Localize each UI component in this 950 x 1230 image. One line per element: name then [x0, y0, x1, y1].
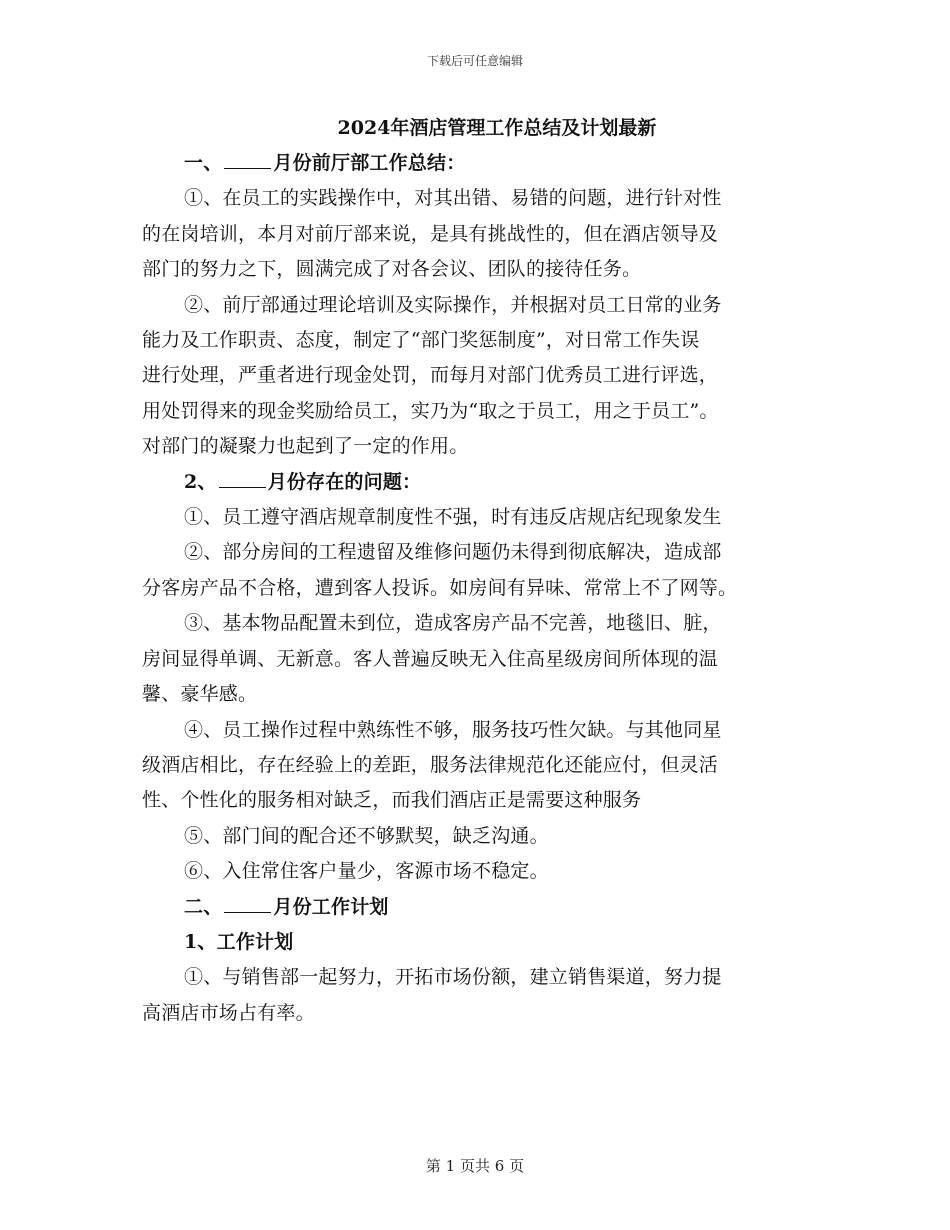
- blank-underline: [224, 152, 271, 169]
- paragraph-line: ①、在员工的实践操作中，对其出错、易错的问题，进行针对性: [184, 187, 722, 210]
- section-heading-3: 二、 月份工作计划: [184, 895, 389, 918]
- paragraph-line: ①、与销售部一起努力，开拓市场份额，建立销售渠道，努力提: [184, 966, 722, 989]
- paragraph-line: 级酒店相比，存在经验上的差距，服务法律规范化还能应付，但灵活: [142, 753, 719, 776]
- blank-underline: [224, 896, 271, 913]
- paragraph-line: ②、部分房间的工程遗留及维修问题仍未得到彻底解决，造成部: [184, 541, 722, 564]
- blank-underline: [219, 471, 266, 488]
- paragraph-line: 分客房产品不合格，遭到客人投诉。如房间有异味、常常上不了网等。: [142, 576, 738, 599]
- paragraph-line: ③、基本物品配置未到位，造成客房产品不完善，地毯旧、脏，: [184, 612, 722, 635]
- document-body: [142, 111, 812, 1031]
- page-header: 下载后可任意编辑: [426, 54, 523, 68]
- paragraph-line: ⑤、部门间的配合还不够默契，缺乏沟通。: [184, 824, 549, 847]
- paragraph-line: 对部门的凝聚力也起到了一定的作用。: [142, 435, 469, 458]
- paragraph-line: ⑥、入住常住客户量少，客源市场不稳定。: [184, 860, 549, 883]
- paragraph-line: ①、员工遵守酒店规章制度性不强，时有违反店规店纪现象发生: [184, 506, 722, 529]
- paragraph-line: 部门的努力之下，圆满完成了对各会议、团队的接待任务。: [142, 258, 642, 281]
- subsection-heading: 1、工作计划: [184, 930, 294, 953]
- paragraph-line: 能力及工作职责、态度，制定了“部门奖惩制度”，对日常工作失误: [142, 329, 700, 352]
- section-heading-2: 2、 月份存在的问题：: [184, 470, 422, 493]
- paragraph-line: ④、员工操作过程中熟练性不够，服务技巧性欠缺。与其他同星: [184, 718, 722, 741]
- paragraph-line: 的在岗培训，本月对前厅部来说，是具有挑战性的，但在酒店领导及: [142, 222, 719, 245]
- section-heading-1: 一、 月份前厅部工作总结：: [184, 152, 466, 174]
- document-title: 2024年酒店管理工作总结及计划最新: [337, 117, 657, 139]
- paragraph-line: 馨、豪华感。: [142, 683, 258, 706]
- paragraph-line: 进行处理，严重者进行现金处罚，而每月对部门优秀员工进行评选，: [142, 364, 719, 387]
- paragraph-line: 用处罚得来的现金奖励给员工，实乃为“取之于员工，用之于员工”。: [142, 399, 719, 422]
- paragraph-line: ②、前厅部通过理论培训及实际操作，并根据对员工日常的业务: [184, 293, 722, 316]
- paragraph-line: 房间显得单调、无新意。客人普遍反映无入住高星级房间所体现的温: [142, 647, 719, 670]
- paragraph-line: 高酒店市场占有率。: [142, 1001, 315, 1024]
- page-footer: 第 1 页共 6 页: [425, 1157, 525, 1175]
- paragraph-line: 性、个性化的服务相对缺乏，而我们酒店正是需要这种服务: [142, 789, 642, 812]
